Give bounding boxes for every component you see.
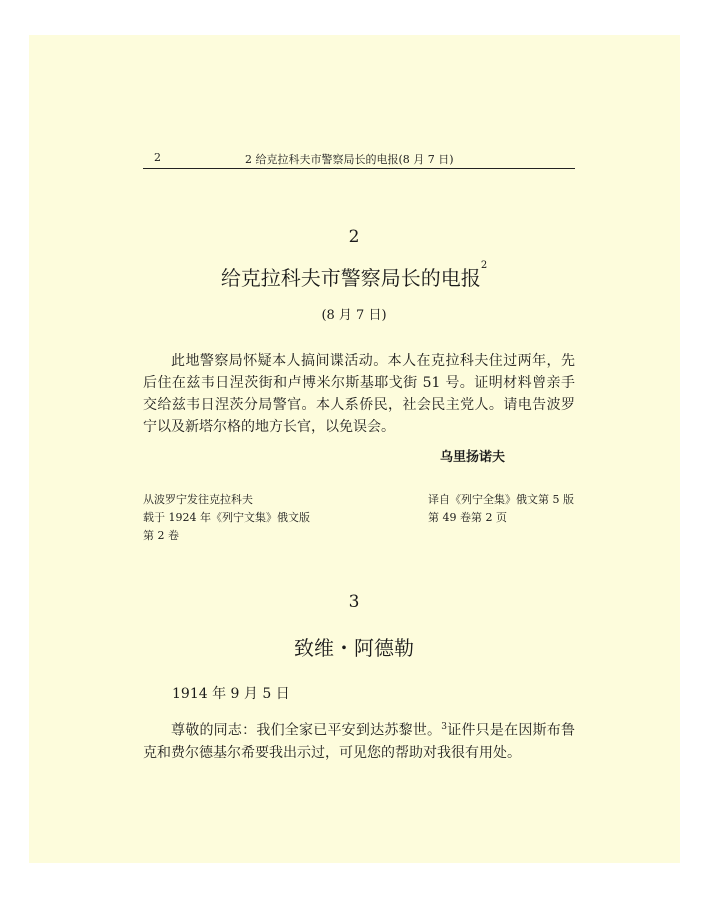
signature: 乌里扬诺夫: [440, 450, 506, 465]
source-note-line: 第 2 卷: [143, 529, 179, 542]
source-note-right: [428, 491, 574, 527]
document-date: (8 月 7 日): [321, 308, 387, 323]
header-rule: [143, 168, 575, 169]
source-note-line: 第 49 卷第 2 页: [428, 511, 507, 524]
body-paragraph: 此地警察局怀疑本人搞间谍活动。本人在克拉科夫住过两年，先后住在兹韦日涅茨街和卢博米尔斯基耶戈街 51 号。证明材料曾亲手交给兹韦日涅茨分局警官。本人系侨民，社会民主党人。请电告波罗宁以及新塔尔格的地方长官，以免误会。: [143, 353, 575, 435]
footnote-marker: 3: [441, 722, 447, 732]
source-note-line: 从波罗宁发往克拉科夫: [143, 493, 253, 506]
letter-date: 1914 年 9 月 5 日: [172, 686, 290, 702]
document-title: [0, 262, 708, 291]
document-title: 致维・阿德勒: [294, 636, 414, 660]
footnote-marker: 2: [480, 260, 488, 271]
document-title-text: 给克拉科夫市警察局长的电报: [220, 266, 481, 290]
source-note-line: 译自《列宁全集》俄文第 5 版: [428, 493, 574, 506]
source-note-line: 载于 1924 年《列宁文集》俄文版: [143, 511, 310, 524]
source-note-left: [143, 491, 310, 545]
running-header: 2 给克拉科夫市警察局长的电报(8 月 7 日): [245, 153, 454, 166]
body-text: 证件只是在因斯布鲁克和费尔德基尔希要我出示过，可见您的帮助对我很有用处。: [143, 722, 576, 761]
body-text: 尊敬的同志：我们全家已平安到达苏黎世。: [171, 722, 442, 739]
body-paragraph: [143, 716, 575, 764]
document-number: 3: [348, 592, 360, 612]
page-number: 2: [154, 151, 161, 164]
document-number: 2: [348, 227, 360, 247]
